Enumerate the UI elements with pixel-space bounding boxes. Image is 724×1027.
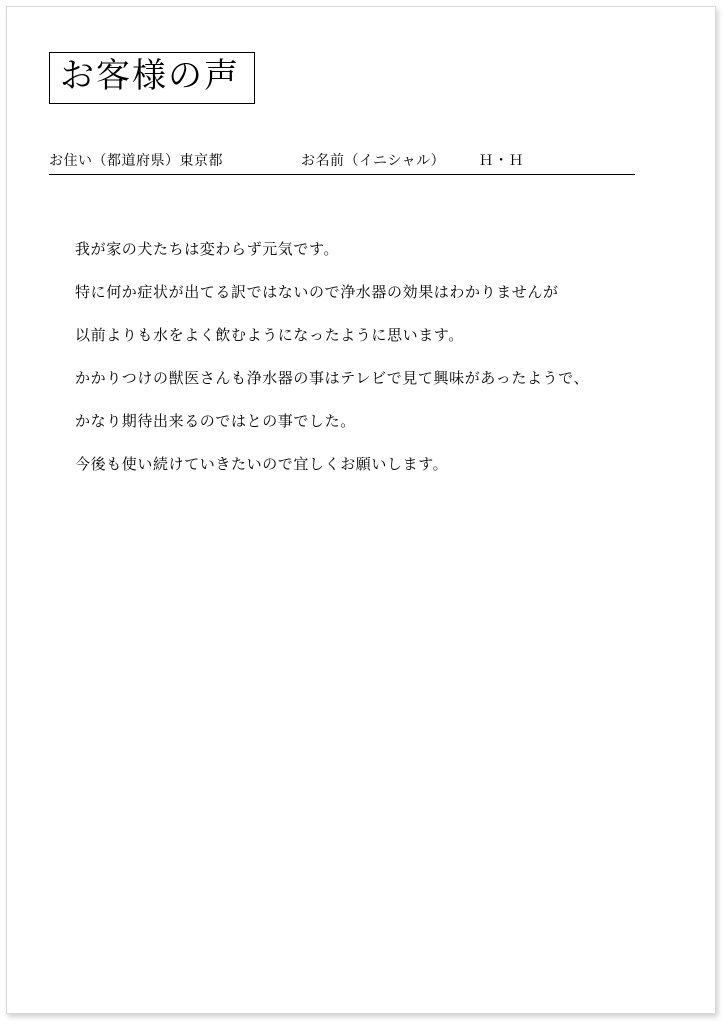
body-line: 以前よりも水をよく飲むようになったように思います。 <box>75 328 464 344</box>
body-line: 我が家の犬たちは変わらず元気です。 <box>75 242 340 258</box>
address-label: お住い（都道府県） <box>49 154 180 169</box>
name-value: Ｈ・Ｈ <box>479 154 525 169</box>
page-title: お客様の声 <box>49 52 255 104</box>
body-line: かかりつけの獣医さんも浄水器の事はテレビで見て興味があったようで、 <box>75 371 590 387</box>
body-line: 特に何か症状が出てる訳ではないので浄水器の効果はわかりませんが <box>75 285 559 301</box>
body-line: かなり期待出来るのではとの事でした。 <box>75 414 356 430</box>
name-label: お名前（イニシャル） <box>301 154 446 169</box>
address-value: 東京都 <box>179 154 223 169</box>
document-page <box>6 6 716 1014</box>
testimonial-body <box>75 229 655 487</box>
meta-row <box>49 150 635 175</box>
body-line: 今後も使い続けていきたいので宜しくお願いします。 <box>75 457 449 473</box>
